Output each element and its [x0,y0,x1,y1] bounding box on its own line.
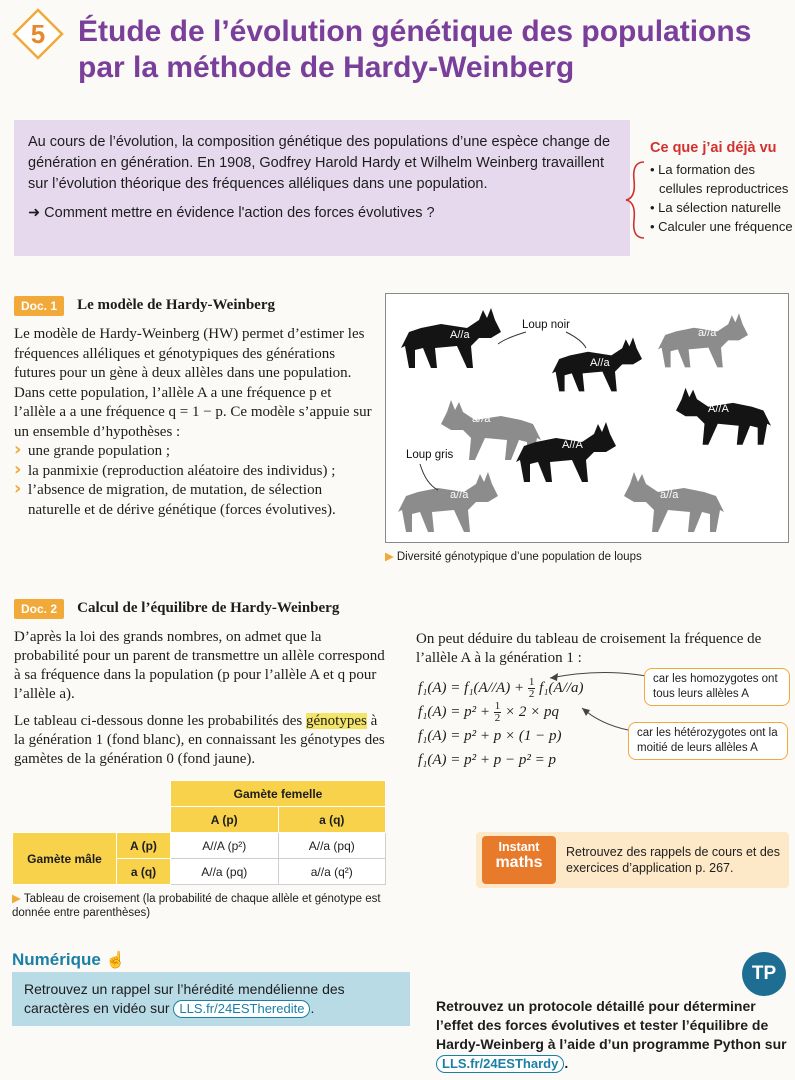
intro-box [14,120,630,256]
genotype-label: A//a [450,329,470,341]
tp-text [436,997,791,1073]
column-header: a (q) [278,807,386,833]
arrow-icon [566,332,586,348]
column-header: A (p) [171,807,279,833]
doc2-text: Le tableau ci-dessous donne les probabilités des [14,713,307,729]
wolf-population-figure [385,293,789,543]
row-header: a (q) [117,859,171,885]
hypothesis-item: › une grande population ; [14,442,374,462]
section-number-badge [12,8,64,60]
section-number: 5 [30,18,46,49]
table-cell: A//a (pq) [278,833,386,859]
cross-table [12,780,386,885]
equation-4: f₁(A) = p² + p − p² = p [418,752,557,768]
table-caption [12,892,392,920]
tap-hand-icon: ☝ [105,952,126,969]
arrow-icon [498,332,526,344]
tp-badge: TP [742,952,786,996]
wolf-figure-caption [385,549,785,563]
doc2-body [14,628,386,777]
caption-marker-icon: ▶ [12,893,21,905]
note-heterozygotes: car les hétérozygotes ont la moitié de leurs allèles A [628,722,788,760]
prior-item: cellules reproductrices [659,181,789,196]
arrow-head-icon [550,673,558,681]
numerique-end: . [310,1000,315,1016]
prior-item: • La formation des [650,162,755,177]
doc2-paragraph-2 [14,712,386,769]
equation-3: f₁(A) = p² + p × (1 − p) [418,728,562,744]
video-link[interactable]: LLS.fr/24ESTheredite [173,1000,310,1018]
genotype-label: A//A [562,439,583,451]
genotype-label: a//a [660,489,679,501]
numerique-box [12,972,410,1026]
doc2-label: Doc. 2 [14,599,64,619]
doc1-label: Doc. 1 [14,296,64,316]
table-cell: A//A (p²) [171,833,279,859]
tp-description: Retrouvez un protocole détaillé pour déterminer l’effet des forces évolutives et tester l’équilibre de Hardy-Weinberg à l’aide d’un programme Python sur [436,998,787,1052]
table-cell: a//a (q²) [278,859,386,885]
wolf-shape [624,472,724,532]
row-header: A (p) [117,833,171,859]
wolf-black-3 [676,388,771,445]
brace-icon [624,160,646,240]
arrow-head-icon [582,708,590,716]
label-black-wolf: Loup noir [522,319,570,331]
eq-part: f₁(A) = p² + [418,704,494,720]
genotype-label: a//a [450,489,469,501]
wolf-grey-1 [658,313,748,367]
highlighted-term: génotypes [306,713,367,729]
frac-num: 1 [494,700,501,713]
prior-knowledge-title: Ce que j’ai déjà vu [650,140,777,156]
wolf-caption-text: Diversité génotypique d’une population de loups [396,551,642,563]
wolf-shape [658,313,748,367]
genotype-label: a//a [472,413,491,425]
doc1-title: Le modèle de Hardy-Weinberg [77,297,276,313]
doc1-body [14,325,374,520]
prior-item: • La sélection naturelle [650,200,782,215]
instant-maths-logo [482,836,556,884]
caption-marker-icon: ▶ [385,551,394,563]
label-grey-wolf: Loup gris [406,449,454,461]
eq-part: × 2 × pq [501,704,560,720]
wolf-shape [398,472,498,532]
title-line-2: par la méthode de Hardy-Weinberg [78,51,575,84]
arrow-icon [420,464,438,490]
python-link[interactable]: LLS.fr/24ESThardy [436,1055,564,1073]
title-line-1: Étude de l’évolution génétique des populations [78,15,752,48]
deduction-intro: On peut déduire du tableau de croisement la fréquence de l’allèle A à la génération 1 : [416,631,762,666]
frac-den: 2 [528,688,535,701]
eq-part: f₁(A) = f₁(A//A) + [418,680,528,696]
intro-paragraph: Au cours de l’évolution, la composition génétique des populations d’une espèce change de génération en génération. En 1908, Godfrey Harold Hardy et Wilhelm Weinberg travaillent sur l’évolution théorique des fréquences alléliques dans une population. [28,134,611,192]
genotype-label: a//a [698,327,717,339]
tp-end: . [564,1055,569,1071]
doc1-header [14,295,275,316]
page-title [78,14,778,86]
table-caption-text: Tableau de croisement (la probabilité de chaque allèle et génotype est donnée entre parenthèses) [12,893,381,919]
numerique-header [12,950,125,970]
frac-num: 1 [528,676,535,689]
logo-top: Instant [498,840,540,854]
doc1-paragraph: Le modèle de Hardy-Weinberg (HW) permet d’estimer les fréquences alléliques et génotypiques des générations futures pour un gène à deux allèles dans une population. Dans cette population, l’allèle A a une fréquence p et l’allèle a a une fréquence q = 1 − p. Ce modèle s’appuie sur un ensemble d’hypothèses : [14,326,372,440]
doc2-header [14,598,339,619]
female-gamete-header: Gamète femelle [171,781,386,807]
numerique-title: Numérique [12,950,101,969]
doc2-text: à la génération 1 (fond blanc), en connaissant les génotypes des gamètes de la génération 0 (fond jaune). [14,713,385,767]
frac-den: 2 [494,712,501,725]
prior-item: • Calculer une fréquence [650,219,793,234]
genotype-label: A//A [708,403,729,415]
instant-maths-text: Retrouvez des rappels de cours et des exercices d’application p. 267. [566,845,781,875]
eq-part: f₁(A//a) [535,680,584,696]
logo-bottom: maths [495,854,543,871]
note-homozygotes: car les homozygotes ont tous leurs allèles A [644,668,790,706]
hypothesis-item: › l’absence de migration, de mutation, de sélection naturelle et de dérive génétique (forces évolutives). [14,481,374,520]
doc2-title: Calcul de l’équilibre de Hardy-Weinberg [77,600,340,616]
male-gamete-header: Gamète mâle [13,833,117,885]
hypothesis-item: › la panmixie (reproduction aléatoire des individus) ; [14,462,374,482]
wolf-grey-3 [398,472,498,532]
prior-knowledge [624,140,794,236]
table-cell: A//a (pq) [171,859,279,885]
intro-question: ➜ Comment mettre en évidence l'action des forces évolutives ? [28,205,435,221]
wolf-shape [676,388,771,445]
genotype-label: A//a [590,357,610,369]
numerique-text: Retrouvez un rappel sur l’hérédité mendélienne des caractères en vidéo sur [24,981,345,1016]
doc2-paragraph-1: D’après la loi des grands nombres, on admet que la probabilité pour un parent de transmettre un allèle correspond à sa fréquence dans la population (p pour l’allèle A et q pour l’allèle a). [14,629,385,702]
arrow-icon [550,672,646,678]
wolf-grey-4 [624,472,724,532]
instant-maths-box [476,832,789,888]
